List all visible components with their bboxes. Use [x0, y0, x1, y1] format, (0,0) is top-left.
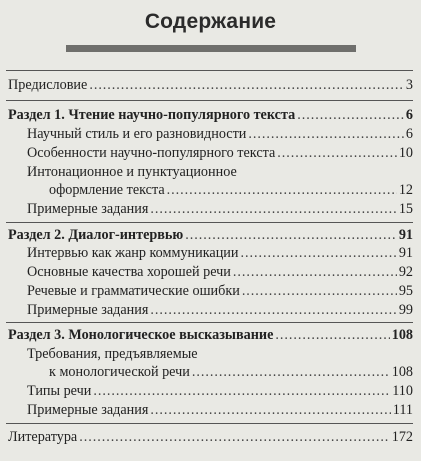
- toc-entry-label: Научный стиль и его разновидности: [27, 126, 247, 142]
- toc-entry-label: Речевые и грамматические ошибки: [27, 283, 240, 299]
- toc-entry-label: Основные качества хорошей речи: [27, 264, 231, 280]
- toc-entry: [49, 182, 413, 199]
- divider: [6, 70, 413, 71]
- toc-entry: [27, 302, 413, 319]
- leader-dots: [275, 327, 389, 344]
- toc-entry-page: 92: [398, 264, 413, 280]
- toc-entry-page: 12: [398, 182, 413, 198]
- toc-section-3: [8, 327, 413, 344]
- toc-entry-label-line1: Требования, предъявляемые: [27, 346, 198, 362]
- toc-entry-label: Предисловие: [8, 77, 88, 93]
- leader-dots: [192, 364, 390, 381]
- leader-dots: [93, 383, 390, 400]
- toc-section-1: [8, 107, 413, 124]
- leader-dots: [150, 302, 396, 319]
- toc-entry-page: 111: [392, 402, 413, 418]
- toc-entry-label: Типы речи: [27, 383, 92, 399]
- leader-dots: [297, 107, 404, 124]
- leader-dots: [89, 77, 404, 94]
- toc-entry-page: 6: [405, 126, 413, 142]
- toc-entry: [27, 145, 413, 162]
- toc-section-label: Раздел 2. Диалог-интервью: [8, 227, 184, 243]
- page-title: Содержание: [144, 10, 277, 33]
- toc-entry-label: к монологической речи: [49, 364, 190, 380]
- toc-entry-label: Литература: [8, 429, 78, 445]
- toc-section-label: Раздел 1. Чтение научно-популярного текста: [8, 107, 296, 123]
- leader-dots: [150, 402, 390, 419]
- toc-entry-page: 3: [405, 77, 413, 93]
- divider: [6, 423, 413, 424]
- toc-entry: [27, 383, 413, 400]
- toc-entry-label: оформление текста: [49, 182, 165, 198]
- toc-entry-preface: [8, 77, 413, 94]
- toc-entry-page: 110: [392, 383, 413, 399]
- toc-entry-page: 108: [391, 364, 413, 380]
- toc-entry: [49, 364, 413, 381]
- leader-dots: [240, 245, 396, 262]
- toc-entry: [27, 245, 413, 262]
- toc-entry-page: 91: [398, 245, 413, 261]
- leader-dots: [242, 283, 397, 300]
- toc-section-label: Раздел 3. Монологическое высказывание: [8, 327, 274, 343]
- toc-entry: [27, 126, 413, 143]
- divider: [6, 222, 413, 223]
- toc-section-page: 91: [398, 227, 413, 243]
- toc-entry-label-line1: Интонационное и пунктуационное: [27, 164, 237, 180]
- toc-entry: [27, 201, 413, 218]
- toc-entry-label: Особенности научно-популярного текста: [27, 145, 276, 161]
- leader-dots: [150, 201, 396, 218]
- leader-dots: [277, 145, 397, 162]
- divider: [6, 322, 413, 323]
- leader-dots: [233, 264, 397, 281]
- divider: [6, 100, 413, 101]
- toc-entry-page: 10: [398, 145, 413, 161]
- toc-entry-page: 95: [398, 283, 413, 299]
- toc-entry-page: 172: [391, 429, 413, 445]
- leader-dots: [248, 126, 404, 143]
- toc-entry-literature: [8, 429, 413, 446]
- toc-section-page: 6: [405, 107, 413, 123]
- toc-entry: [27, 283, 413, 300]
- toc-section-page: 108: [391, 327, 413, 343]
- leader-dots: [167, 182, 397, 199]
- toc-section-2: [8, 227, 413, 244]
- toc-entry: [27, 402, 413, 419]
- title-underline-bar: [66, 45, 356, 52]
- leader-dots: [185, 227, 397, 244]
- toc-entry-label: Примерные задания: [27, 302, 149, 318]
- toc-entry-page: 15: [398, 201, 413, 217]
- toc-entry-label: Примерные задания: [27, 201, 149, 217]
- leader-dots: [79, 429, 389, 446]
- toc-entry-label: Примерные задания: [27, 402, 149, 418]
- toc-entry-page: 99: [398, 302, 413, 318]
- toc-entry: [27, 264, 413, 281]
- toc-entry-label: Интервью как жанр коммуникации: [27, 245, 239, 261]
